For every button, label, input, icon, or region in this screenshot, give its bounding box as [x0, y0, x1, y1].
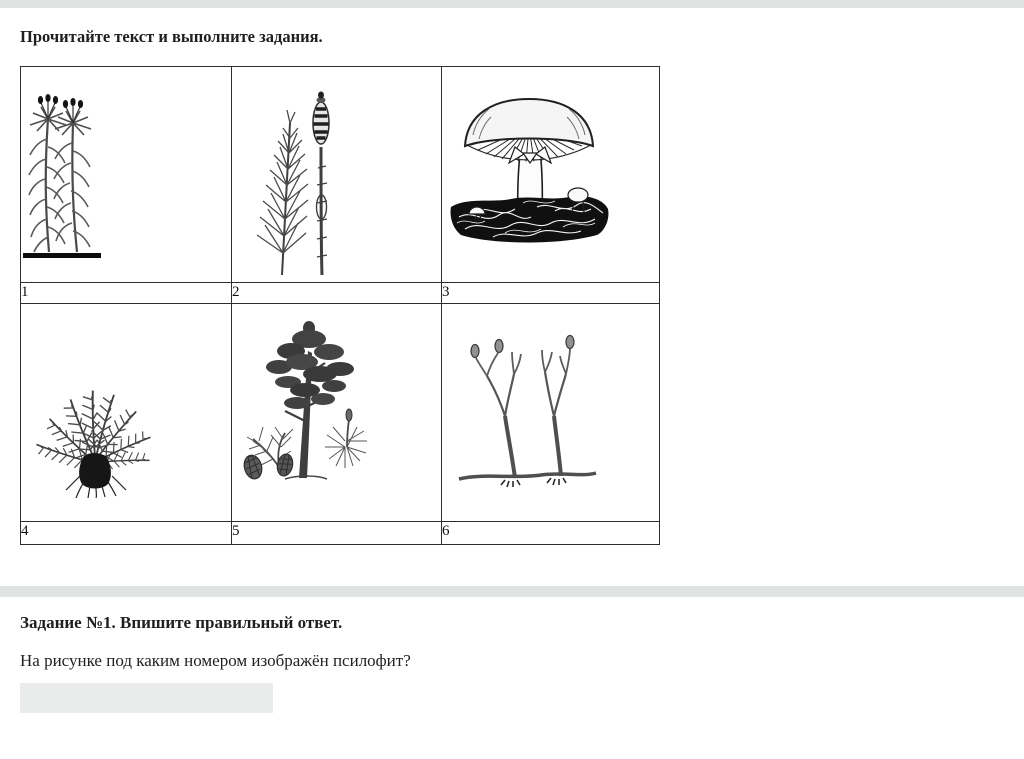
figure-cell-1 [21, 67, 232, 283]
figures-table [20, 66, 660, 545]
page-title: Прочитайте текст и выполните задания. [20, 27, 323, 46]
moss-illustration [23, 87, 101, 259]
task-heading: Задание №1. Впишите правильный ответ. [20, 613, 343, 632]
figure-number-1: 1 [21, 283, 232, 304]
pine-tree-illustration [239, 315, 372, 498]
figure-cell-5 [232, 304, 442, 522]
figure-cell-2 [232, 67, 442, 283]
figure-number-5: 5 [232, 522, 442, 545]
task-question: На рисунке под каким номером изображён псилофит? [20, 651, 411, 670]
fern-illustration [26, 326, 161, 498]
section-divider-bar [0, 586, 1024, 597]
mushroom-illustration [445, 91, 613, 249]
figure-number-2: 2 [232, 283, 442, 304]
horsetail-illustration [252, 85, 347, 277]
figure-number-6: 6 [442, 522, 660, 545]
figure-number-4: 4 [21, 522, 232, 545]
figure-cell-4 [21, 304, 232, 522]
answer-input[interactable] [20, 683, 273, 713]
top-divider-bar [0, 0, 1024, 8]
figure-cell-3 [442, 67, 660, 283]
figure-number-3: 3 [442, 283, 660, 304]
psilophyte-illustration [455, 332, 600, 494]
figure-cell-6 [442, 304, 660, 522]
